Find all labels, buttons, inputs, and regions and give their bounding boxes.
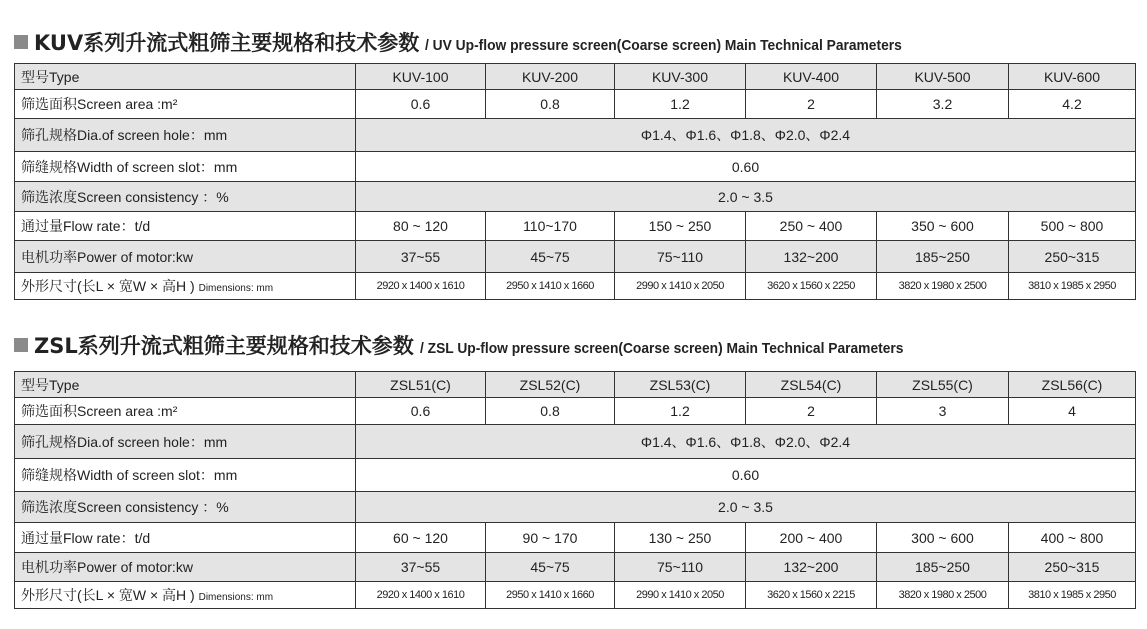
merged-value-cell: 2.0 ~ 3.5 (356, 182, 1136, 212)
table-row (15, 425, 1136, 459)
table-row (15, 582, 1136, 609)
table-row (15, 372, 1136, 398)
value-cell: 37~55 (356, 241, 486, 273)
row-label-text: 筛缝规格Width of screen slot：mm (21, 158, 238, 175)
row-label-unit: Dimensions: mm (198, 283, 274, 294)
value-cell: 2990 x 1410 x 2050 (615, 582, 746, 609)
value-cell: ZSL52(C) (486, 372, 615, 398)
square-bullet-icon (14, 35, 28, 49)
value-cell: 2950 x 1410 x 1660 (486, 582, 615, 609)
title-cn: ZSL系列升流式粗筛主要规格和技术参数 (34, 334, 414, 358)
title-en: / UV Up-flow pressure screen(Coarse screen) Main Technical Parameters (425, 37, 903, 54)
value-cell: 37~55 (356, 553, 486, 582)
value-cell: 4 (1009, 398, 1136, 425)
kuv-section-title (14, 27, 943, 57)
value-cell: 110~170 (486, 212, 615, 241)
row-label-text: 型号Type (21, 376, 80, 393)
zsl-section-title (14, 330, 945, 360)
row-label-text: 型号Type (21, 68, 80, 85)
merged-value-cell: Φ1.4、Φ1.6、Φ1.8、Φ2.0、Φ2.4 (356, 119, 1136, 152)
row-label-text: 电机功率Power of motor:kw (21, 559, 193, 575)
square-bullet-icon (14, 338, 28, 352)
row-label-text: 电机功率Power of motor:kw (21, 248, 193, 265)
row-label (15, 90, 356, 119)
value-cell: 185~250 (877, 241, 1009, 273)
value-cell: 2920 x 1400 x 1610 (356, 582, 486, 609)
value-cell: 3 (877, 398, 1009, 425)
value-cell: 132~200 (746, 241, 877, 273)
value-cell: 45~75 (486, 553, 615, 582)
value-cell: KUV-500 (877, 64, 1009, 90)
value-cell: KUV-300 (615, 64, 746, 90)
value-cell: 250~315 (1009, 553, 1136, 582)
table-row (15, 241, 1136, 273)
value-cell: 0.8 (486, 90, 615, 119)
value-cell: 2 (746, 398, 877, 425)
title-en: / ZSL Up-flow pressure screen(Coarse screen) Main Technical Parameters (419, 340, 904, 357)
value-cell: 2950 x 1410 x 1660 (486, 273, 615, 300)
value-cell: 4.2 (1009, 90, 1136, 119)
value-cell: KUV-400 (746, 64, 877, 90)
row-label-text: 筛选面积Screen area :m² (21, 403, 178, 419)
value-cell: ZSL54(C) (746, 372, 877, 398)
value-cell: ZSL51(C) (356, 372, 486, 398)
row-label-text: 筛选浓度Screen consistency ：% (21, 188, 229, 205)
row-label-unit: Dimensions: mm (198, 592, 274, 603)
value-cell: ZSL55(C) (877, 372, 1009, 398)
value-cell: 400 ~ 800 (1009, 523, 1136, 553)
value-cell: 90 ~ 170 (486, 523, 615, 553)
value-cell: 0.8 (486, 398, 615, 425)
table-row (15, 182, 1136, 212)
table-row (15, 152, 1136, 182)
row-label (15, 398, 356, 425)
row-label (15, 241, 356, 273)
merged-value-cell: 2.0 ~ 3.5 (356, 492, 1136, 523)
row-label (15, 273, 356, 300)
value-cell: ZSL53(C) (615, 372, 746, 398)
value-cell: 132~200 (746, 553, 877, 582)
value-cell: 3810 x 1985 x 2950 (1009, 582, 1136, 609)
table-row (15, 64, 1136, 90)
value-cell: 80 ~ 120 (356, 212, 486, 241)
value-cell: 2990 x 1410 x 2050 (615, 273, 746, 300)
zsl-parameters-table (14, 371, 1136, 609)
value-cell: KUV-600 (1009, 64, 1136, 90)
value-cell: 3820 x 1980 x 2500 (877, 273, 1009, 300)
value-cell: 3620 x 1560 x 2250 (746, 273, 877, 300)
row-label (15, 64, 356, 90)
value-cell: 2 (746, 90, 877, 119)
value-cell: 3620 x 1560 x 2215 (746, 582, 877, 609)
row-label (15, 553, 356, 582)
table-row (15, 212, 1136, 241)
value-cell: 350 ~ 600 (877, 212, 1009, 241)
row-label (15, 152, 356, 182)
table-row (15, 459, 1136, 492)
value-cell: 150 ~ 250 (615, 212, 746, 241)
value-cell: 250 ~ 400 (746, 212, 877, 241)
table-row (15, 492, 1136, 523)
row-label-text: 筛孔规格Dia.of screen hole：mm (21, 433, 228, 450)
row-label-text: 筛缝规格Width of screen slot：mm (21, 467, 238, 483)
row-label-text: 筛孔规格Dia.of screen hole：mm (21, 127, 228, 143)
value-cell: 1.2 (615, 90, 746, 119)
merged-value-cell: Φ1.4、Φ1.6、Φ1.8、Φ2.0、Φ2.4 (356, 425, 1136, 459)
row-label (15, 425, 356, 459)
table-row (15, 523, 1136, 553)
value-cell: 1.2 (615, 398, 746, 425)
value-cell: 45~75 (486, 241, 615, 273)
merged-value-cell: 0.60 (356, 152, 1136, 182)
value-cell: ZSL56(C) (1009, 372, 1136, 398)
row-label-text: 外形尺寸(长L × 宽W × 高H ) (21, 587, 195, 603)
row-label (15, 492, 356, 523)
value-cell: 3810 x 1985 x 2950 (1009, 273, 1136, 300)
table-row (15, 273, 1136, 300)
row-label-text: 外形尺寸(长L × 宽W × 高H ) (21, 278, 195, 294)
value-cell: KUV-100 (356, 64, 486, 90)
row-label-text: 通过量Flow rate：t/d (21, 218, 151, 234)
table-row (15, 90, 1136, 119)
row-label (15, 119, 356, 152)
value-cell: 2920 x 1400 x 1610 (356, 273, 486, 300)
row-label (15, 182, 356, 212)
row-label (15, 523, 356, 553)
title-cn: KUV系列升流式粗筛主要规格和技术参数 (34, 31, 420, 55)
merged-value-cell: 0.60 (356, 459, 1136, 492)
value-cell: 300 ~ 600 (877, 523, 1009, 553)
value-cell: KUV-200 (486, 64, 615, 90)
value-cell: 60 ~ 120 (356, 523, 486, 553)
value-cell: 250~315 (1009, 241, 1136, 273)
value-cell: 130 ~ 250 (615, 523, 746, 553)
row-label (15, 212, 356, 241)
row-label (15, 372, 356, 398)
value-cell: 500 ~ 800 (1009, 212, 1136, 241)
value-cell: 185~250 (877, 553, 1009, 582)
value-cell: 0.6 (356, 90, 486, 119)
value-cell: 75~110 (615, 553, 746, 582)
value-cell: 3820 x 1980 x 2500 (877, 582, 1009, 609)
row-label (15, 582, 356, 609)
value-cell: 75~110 (615, 241, 746, 273)
value-cell: 0.6 (356, 398, 486, 425)
row-label-text: 通过量Flow rate：t/d (21, 529, 151, 546)
row-label-text: 筛选浓度Screen consistency ：% (21, 499, 229, 515)
table-row (15, 553, 1136, 582)
value-cell: 200 ~ 400 (746, 523, 877, 553)
value-cell: 3.2 (877, 90, 1009, 119)
table-row (15, 398, 1136, 425)
row-label (15, 459, 356, 492)
row-label-text: 筛选面积Screen area :m² (21, 96, 178, 112)
kuv-parameters-table (14, 63, 1136, 300)
table-row (15, 119, 1136, 152)
